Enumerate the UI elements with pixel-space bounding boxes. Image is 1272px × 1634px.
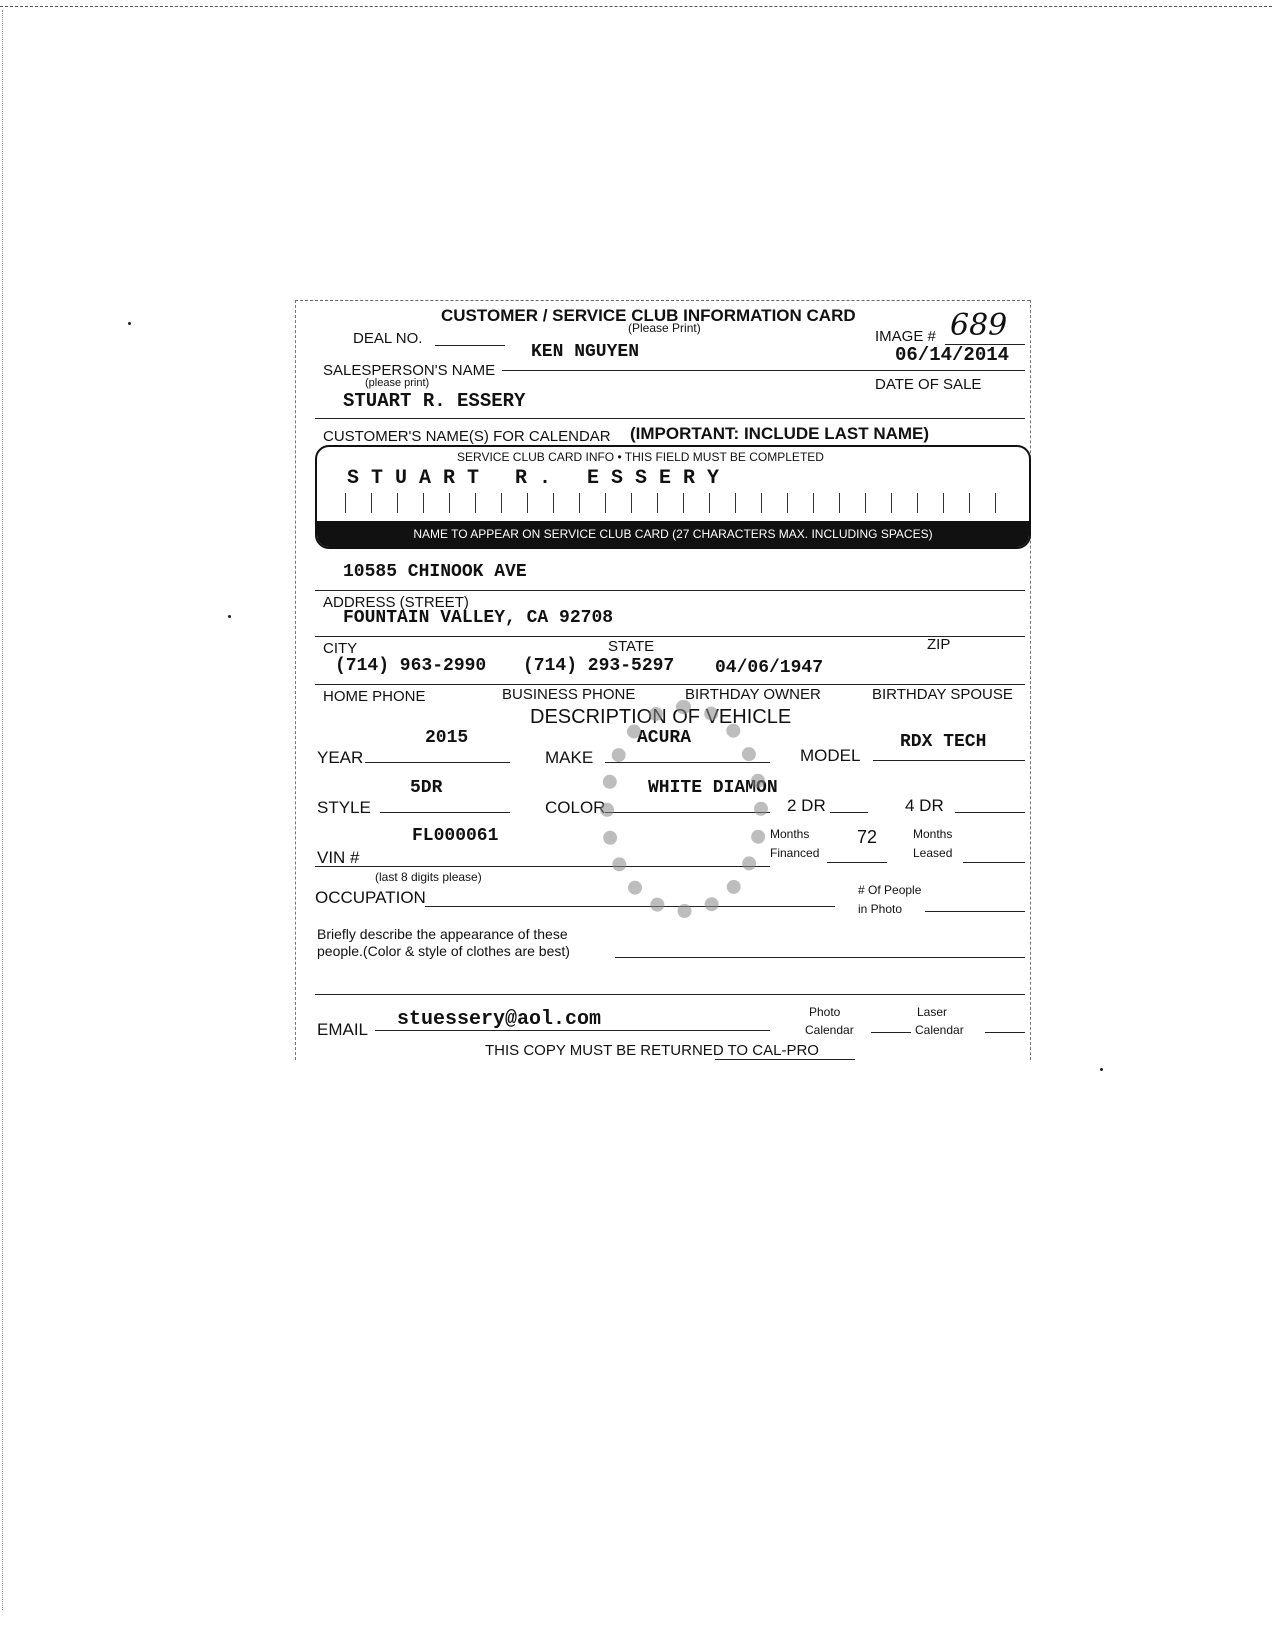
photo-label: Photo [809, 1005, 841, 1019]
city-label: CITY [323, 640, 358, 657]
footer-note: THIS COPY MUST BE RETURNED TO CAL-PRO [485, 1042, 819, 1059]
color-label: COLOR [545, 798, 606, 817]
financed-line [827, 862, 887, 863]
color-value[interactable]: WHITE DIAMON [648, 778, 778, 798]
scan-edge-top [0, 0, 1272, 7]
people-line [925, 911, 1025, 912]
model-line [873, 760, 1025, 761]
character-boxes [345, 493, 999, 513]
style-line [380, 812, 510, 813]
city-line [315, 636, 1025, 637]
months-leased-value[interactable]: 72 [857, 827, 878, 847]
street-line [315, 590, 1025, 591]
deal-no-label: DEAL NO. [353, 330, 423, 347]
card-top-border [295, 300, 1030, 301]
service-club-footer: NAME TO APPEAR ON SERVICE CLUB CARD (27 CHARACTERS MAX. INCLUDING SPACES) [317, 521, 1029, 547]
months-leased-label: Months [913, 827, 953, 841]
street-label: ADDRESS (STREET) [323, 594, 469, 611]
form-title: CUSTOMER / SERVICE CLUB INFORMATION CARD [441, 306, 856, 325]
describe-line [615, 957, 1025, 958]
service-club-box [315, 445, 1031, 549]
photo-calendar-label: Calendar [805, 1023, 854, 1037]
birthday-owner-value[interactable]: 04/06/1947 [715, 658, 824, 678]
leased-label: Leased [913, 846, 953, 860]
occupation-line [425, 906, 835, 907]
street-value[interactable]: 10585 CHINOOK AVE [343, 562, 527, 582]
phone-line [315, 684, 1025, 685]
year-label: YEAR [317, 748, 364, 767]
year-value[interactable]: 2015 [425, 728, 469, 748]
scan-speck [1100, 1068, 1103, 1071]
photo-line [871, 1032, 911, 1033]
four-door-label: 4 DR [905, 796, 944, 815]
email-line [375, 1030, 770, 1031]
birthday-spouse-label: BIRTHDAY SPOUSE [872, 686, 1013, 703]
occupation-label: OCCUPATION [315, 888, 426, 907]
email-label: EMAIL [317, 1020, 369, 1039]
style-label: STYLE [317, 798, 371, 817]
date-of-sale-label: DATE OF SALE [875, 376, 982, 393]
info-card [295, 300, 1030, 1060]
email-value[interactable]: stuessery@aol.com [397, 1008, 602, 1031]
two-door-line [830, 812, 868, 813]
scan-speck [228, 615, 231, 618]
salesperson-sublabel: (please print) [365, 377, 430, 389]
make-label: MAKE [545, 748, 594, 767]
city-value[interactable]: FOUNTAIN VALLEY, CA 92708 [343, 608, 614, 628]
date-of-sale-value[interactable]: 06/14/2014 [895, 344, 1010, 366]
scan-edge-left [2, 10, 4, 1610]
people-label: # Of People [858, 883, 922, 897]
financed-label: Financed [770, 846, 820, 860]
home-phone-label: HOME PHONE [323, 688, 426, 705]
model-value[interactable]: RDX TECH [900, 732, 987, 752]
in-photo-label: in Photo [858, 902, 903, 916]
describe-line-1: Briefly describe the appearance of these [317, 926, 568, 942]
model-label: MODEL [800, 746, 861, 765]
vin-sublabel: (last 8 digits please) [375, 870, 482, 884]
customer-label: CUSTOMER'S NAME(S) FOR CALENDAR [323, 428, 611, 445]
birthday-owner-label: BIRTHDAY OWNER [685, 686, 821, 703]
scan-speck [128, 322, 131, 325]
card-right-border [1030, 300, 1031, 1060]
vin-label: VIN # [317, 848, 360, 867]
salesperson-value[interactable]: KEN NGUYEN [531, 342, 640, 362]
zip-label: ZIP [927, 636, 951, 653]
image-label: IMAGE # [875, 328, 936, 345]
important-note: (IMPORTANT: INCLUDE LAST NAME) [630, 424, 930, 443]
business-phone-label: BUSINESS PHONE [502, 686, 636, 703]
salesperson-label: SALESPERSON'S NAME [323, 362, 496, 379]
service-club-name-value[interactable]: S T U A R T R . E S S E R Y [347, 467, 720, 490]
customer-name-value[interactable]: STUART R. ESSERY [343, 390, 526, 412]
salesperson-line [502, 370, 1025, 371]
business-phone-value[interactable]: (714) 293-5297 [523, 656, 675, 676]
card-left-border [295, 300, 296, 1060]
extra-line [315, 994, 1025, 995]
laser-calendar-label: Calendar [915, 1023, 964, 1037]
state-label: STATE [608, 638, 655, 655]
stamp-watermark [600, 700, 768, 918]
describe-line-2: people.(Color & style of clothes are best) [317, 943, 570, 959]
service-club-header: SERVICE CLUB CARD INFO • THIS FIELD MUST BE COMPLETED [457, 450, 824, 464]
laser-label: Laser [917, 1005, 948, 1019]
vin-value[interactable]: FL000061 [412, 826, 499, 846]
four-door-line [955, 812, 1025, 813]
image-number: 689 [950, 308, 1008, 343]
style-value[interactable]: 5DR [410, 778, 443, 798]
laser-line [985, 1032, 1025, 1033]
make-value[interactable]: ACURA [637, 728, 692, 748]
year-line [365, 762, 510, 763]
months-financed-label: Months [770, 827, 810, 841]
leased-line [963, 862, 1025, 863]
two-door-label: 2 DR [787, 796, 826, 815]
home-phone-value[interactable]: (714) 963-2990 [335, 656, 487, 676]
vehicle-header: DESCRIPTION OF VEHICLE [530, 706, 792, 728]
customer-line [315, 418, 1025, 419]
please-print-note: (Please Print) [628, 321, 701, 335]
footer-line [715, 1059, 855, 1060]
deal-no-line [435, 345, 505, 346]
